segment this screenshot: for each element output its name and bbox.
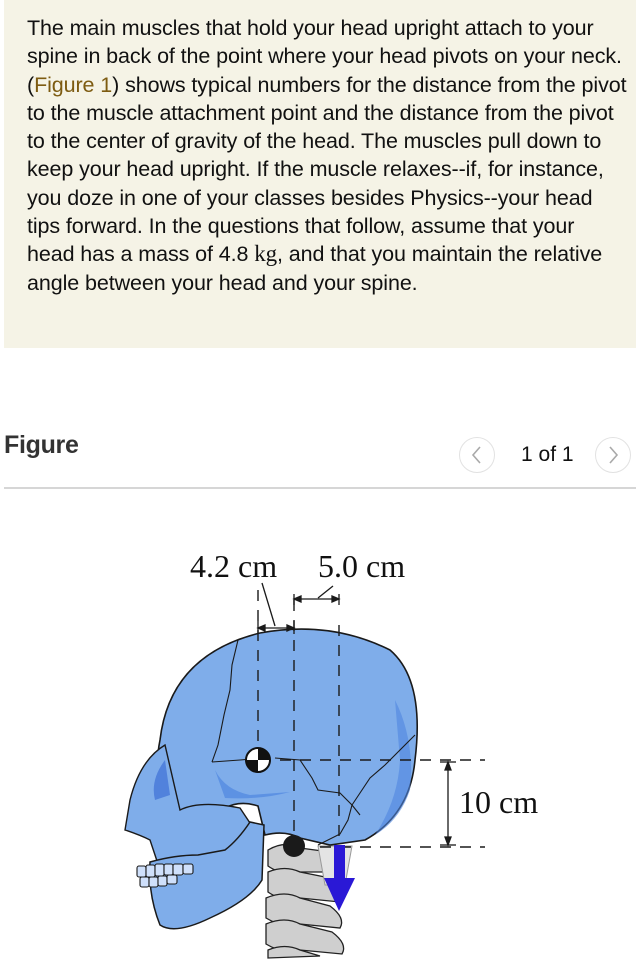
problem-statement bbox=[27, 14, 627, 297]
chevron-left-icon bbox=[470, 445, 484, 465]
label-muscle-distance: 5.0 cm bbox=[318, 548, 406, 584]
chevron-right-icon bbox=[606, 445, 620, 465]
label-cg-distance: 4.2 cm bbox=[190, 548, 278, 584]
problem-text-part-3: , and that you maintain the relative angle between your head and your spine. bbox=[27, 242, 603, 295]
page-indicator: 1 of 1 bbox=[521, 443, 574, 466]
previous-figure-button[interactable] bbox=[459, 437, 495, 473]
figure-title: Figure bbox=[4, 431, 79, 459]
figure-1-link[interactable]: Figure 1 bbox=[34, 72, 113, 97]
center-of-gravity-marker bbox=[246, 748, 270, 772]
problem-text-part-1: The main muscles that hold your head upright attach to your spine in back of the point where your head pivots on your neck. ( bbox=[27, 16, 622, 97]
figure-divider bbox=[4, 487, 636, 489]
next-figure-button[interactable] bbox=[595, 437, 631, 473]
figure-1 bbox=[0, 490, 636, 964]
pivot-point bbox=[283, 835, 305, 857]
mass-unit: kg bbox=[254, 241, 277, 267]
problem-text-part-2: ) shows typical numbers for the distance from the pivot to the muscle attachment point and the distance from the pivot to the center of gravity of the head. The muscles pull down to keep your head upright. If the muscle relaxes--if, for instance, you doze in one of your classes besides Physics--your head tips forward. In the questions that follow, assume that your head has a mass of 4.8 bbox=[27, 72, 627, 267]
label-height: 10 cm bbox=[459, 784, 539, 820]
figure-header bbox=[0, 420, 636, 490]
